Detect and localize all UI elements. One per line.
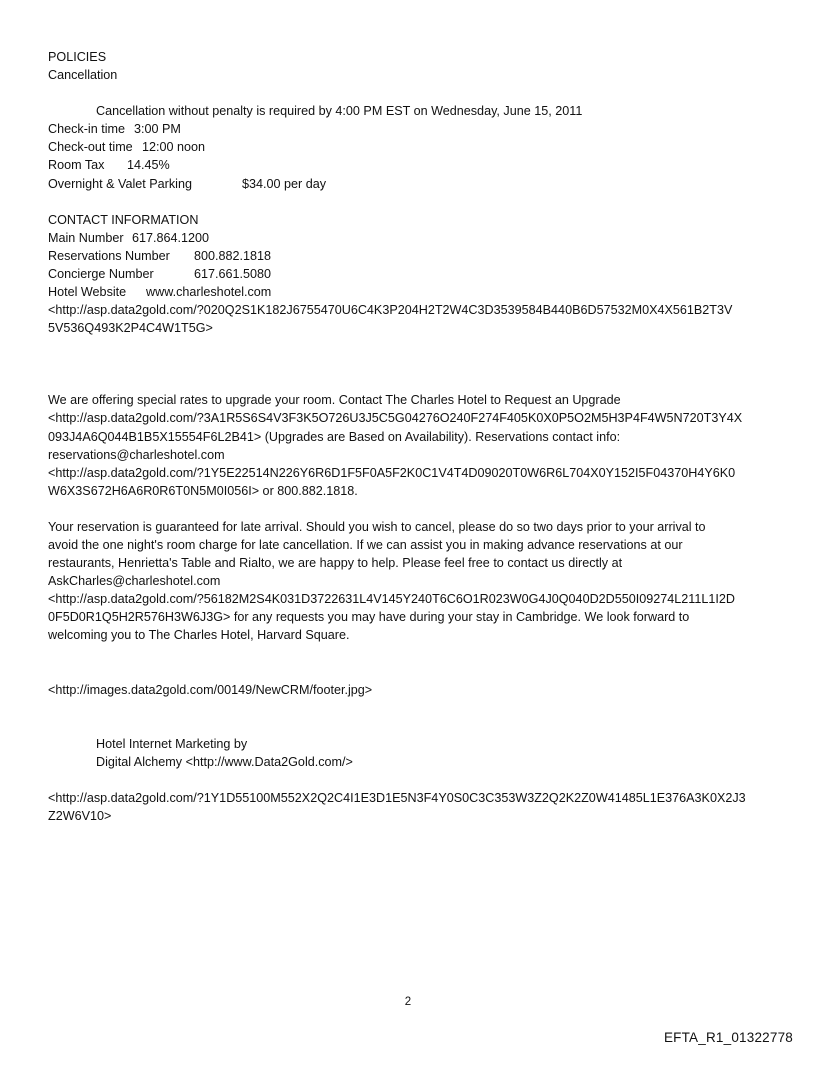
cancellation-text: Cancellation without penalty is required by 4:00 PM EST on Wednesday, June 15, 2011 [96, 104, 583, 119]
upgrade-paragraph [48, 391, 778, 500]
concierge-number-label: Concierge Number [48, 266, 154, 281]
concierge-number-value: 617.661.5080 [194, 266, 272, 281]
checkin-row [48, 120, 778, 138]
marketing-line-1: Hotel Internet Marketing by [96, 736, 248, 751]
contact-heading: CONTACT INFORMATION [48, 212, 199, 227]
email-body [48, 48, 778, 825]
upgrade-line-1: We are offering special rates to upgrade your room. Contact The Charles Hotel to Request an Upgrade [48, 393, 621, 408]
reservations-number-row [48, 247, 778, 265]
room-tax-row [48, 156, 778, 174]
marketing-line-2[interactable]: Digital Alchemy <http://www.Data2Gold.com/> [96, 754, 353, 769]
concierge-number-row [48, 265, 778, 283]
guarantee-line-3: restaurants, Henrietta's Table and Rialto, we are happy to help. Please feel free to contact us directly at [48, 556, 623, 571]
upgrade-line-6: W6X3S672H6A6R0R6T0N5M0I056I> or 800.882.1818. [48, 483, 358, 498]
room-tax-label: Room Tax [48, 158, 105, 173]
guarantee-line-2: avoid the one night's room charge for late cancellation. If we can assist you in making advance reservations at our [48, 537, 683, 552]
website-label: Hotel Website [48, 285, 127, 300]
main-number-row [48, 229, 778, 247]
guarantee-line-7: welcoming you to The Charles Hotel, Harvard Square. [48, 628, 350, 643]
reservations-number-label: Reservations Number [48, 248, 170, 263]
parking-label: Overnight & Valet Parking [48, 176, 192, 191]
parking-value: $34.00 per day [242, 176, 327, 191]
final-tracking-link-cont[interactable]: Z2W6V10> [48, 808, 112, 823]
page-number: 2 [404, 996, 412, 1008]
upgrade-line-3: 093J4A6Q044B1B5X15554F6L2B41> (Upgrades are Based on Availability). Reservations contact info: [48, 429, 621, 444]
parking-row [48, 175, 778, 193]
bates-number: EFTA_R1_01322778 [663, 1030, 793, 1045]
guarantee-paragraph [48, 518, 778, 645]
guarantee-line-1: Your reservation is guaranteed for late arrival. Should you wish to cancel, please do so two days prior to your arrival to [48, 519, 706, 534]
reservations-number-value: 800.882.1818 [194, 248, 272, 263]
website-tracking-link-cont[interactable]: 5V536Q493K2P4C4W1T5G> [48, 321, 213, 336]
website-link[interactable]: www.charleshotel.com [146, 285, 272, 300]
room-tax-value: 14.45% [127, 158, 170, 173]
main-number-value: 617.864.1200 [132, 230, 210, 245]
reservations-tracking-link[interactable]: <http://asp.data2gold.com/?1Y5E22514N226Y6R6D1F5F0A5F2K0C1V4T4D09020T0W6R6L704X0Y152I5F04370H4Y6K0 [48, 465, 736, 480]
guarantee-line-6: 0F5D0R1Q5H2R576H3W6J3G> for any requests you may have during your stay in Cambridge. We look forward to [48, 610, 690, 625]
footer-image-link[interactable]: <http://images.data2gold.com/00149/NewCRM/footer.jpg> [48, 682, 373, 697]
main-number-label: Main Number [48, 230, 124, 245]
checkout-label: Check-out time [48, 140, 133, 155]
final-tracking-link[interactable]: <http://asp.data2gold.com/?1Y1D55100M552X2Q2C4I1E3D1E5N3F4Y0S0C3C353W3Z2Q2K2Z0W41485L1E376A3K0X2J3 [48, 790, 746, 805]
checkin-label: Check-in time [48, 122, 125, 137]
policies-heading: POLICIES [48, 50, 107, 64]
website-row [48, 283, 778, 301]
reservations-email-link[interactable]: reservations@charleshotel.com [48, 447, 225, 462]
askcharles-tracking-link[interactable]: <http://asp.data2gold.com/?56182M2S4K031D3722631L4V145Y240T6C6O1R023W0G4J0Q040D2D550I09274L211L1I2D [48, 592, 735, 607]
checkout-row [48, 138, 778, 156]
website-tracking-link[interactable]: <http://asp.data2gold.com/?020Q2S1K182J6755470U6C4K3P204H2T2W4C3D3539584B440B6D57532M0X4X561B2T3V [48, 303, 733, 318]
cancellation-label: Cancellation [48, 68, 118, 83]
upgrade-link[interactable]: <http://asp.data2gold.com/?3A1R5S6S4V3F3K5O726U3J5C5G04276O240F274F405K0X0P5O2M5H3P4F4W5N720T3Y4X [48, 411, 743, 426]
askcharles-email-link[interactable]: AskCharles@charleshotel.com [48, 574, 221, 589]
checkout-value: 12:00 noon [142, 140, 206, 155]
checkin-value: 3:00 PM [134, 122, 181, 137]
